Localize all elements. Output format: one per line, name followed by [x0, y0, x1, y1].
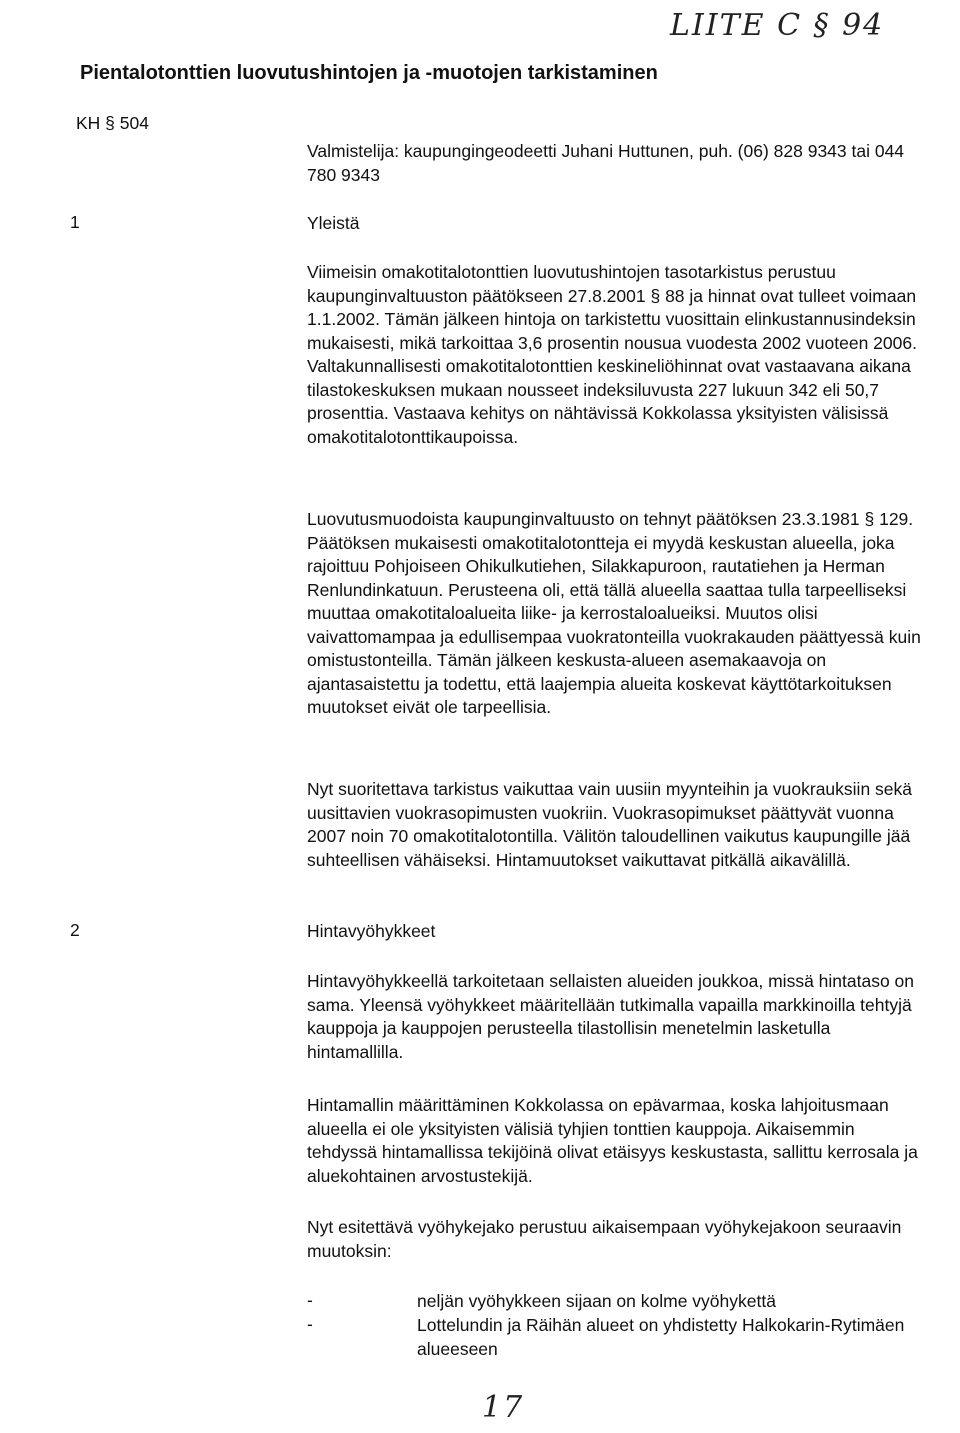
- document-title: Pientalotonttien luovutushintojen ja -muotojen tarkistaminen: [80, 62, 658, 84]
- section-2-number: 2: [70, 920, 80, 940]
- list-bullet: -: [307, 1314, 313, 1334]
- section-1-paragraph: Nyt suoritettava tarkistus vaikuttaa vain uusiin myynteihin ja vuokrauksiin sekä uusittavien vuokrasopimusten vuokriin. Vuokrasopimukset päättyvät vuonna 2007 noin 70 omakotitalotontilla. Välitön taloudellinen vaikutus kaupungille jää suhteellisen vähäiseksi. Hintamuutokset vaikuttavat pitkällä aikavälillä.: [307, 779, 912, 870]
- section-2-paragraph: Hintamallin määrittäminen Kokkolassa on epävarmaa, koska lahjoitusmaan alueella ei ole yksityisten välisiä tyhjien tonttien kauppoja. Aikaisemmin tehdyssä hintamallissa tekijöinä olivat etäisyys keskustasta, sallittu kerrosala ja aluekohtainen arvostustekijä.: [307, 1095, 918, 1186]
- section-reference: KH § 504: [76, 113, 149, 133]
- section-1-paragraph: Luovutusmuodoista kaupunginvaltuusto on tehnyt päätöksen 23.3.1981 § 129. Päätöksen mukaisesti omakotitalotontteja ei myydä keskustan alueella, joka rajoittuu Pohjoiseen Ohikulkutiehen, Silakkapuroon, rautatiehen ja Herman Renlundinkatuun. Perusteena oli, että tällä alueella saattaa tulla tarpeelliseksi muuttaa omakotitaloalueita liike- ja kerrostaloalueiksi. Muutos olisi vaivattomampaa ja edullisempaa vuokratonteilla vuokrakauden päättyessä kuin omistustonteilla. Tämän jälkeen keskusta-alueen asemakaavoja on ajantasaistettu ja todettu, että laajempia alueita koskevat käyttötarkoituksen muutokset eivät ole tarpeellisia.: [307, 509, 921, 717]
- handwritten-annotation: LIITE C § 94: [670, 8, 885, 43]
- list-bullet: -: [307, 1290, 313, 1310]
- section-2-paragraph: Hintavyöhykkeellä tarkoitetaan sellaisten alueiden joukkoa, missä hintataso on sama. Yleensä vyöhykkeet määritellään tutkimalla vapailla markkinoilla tehtyjä kauppoja ja kauppojen perusteella tilastollisin menetelmin lasketulla hintamallilla.: [307, 971, 915, 1062]
- section-2-paragraph: Nyt esitettävä vyöhykejako perustuu aikaisempaan vyöhykejakoon seuraavin muutoksin:: [307, 1217, 902, 1261]
- list-item: Lottelundin ja Räihän alueet on yhdistetty Halkokarin-Rytimäen alueeseen: [417, 1315, 905, 1359]
- list-item: neljän vyöhykkeen sijaan on kolme vyöhykettä: [417, 1291, 776, 1311]
- handwritten-page-number: 17: [482, 1390, 525, 1425]
- section-2-heading: Hintavyöhykkeet: [307, 921, 436, 941]
- section-1-heading: Yleistä: [307, 213, 360, 233]
- section-1-paragraph: Viimeisin omakotitalotonttien luovutushintojen tasotarkistus perustuu kaupunginvaltuuston päätökseen 27.8.2001 § 88 ja hinnat ovat tulleet voimaan 1.1.2002. Tämän jälkeen hintoja on tarkistettu vuosittain elinkustannusindeksin mukaisesti, mikä tarkoittaa 3,6 prosentin nousua vuodesta 2002 vuoteen 2006. Valtakunnallisesti omakotitalotonttien keskineliöhinnat ovat vastaavana aikana tilastokeskuksen mukaan nousseet indeksiluvusta 227 lukuun 342 eli 50,7 prosenttia. Vastaava kehitys on nähtävissä Kokkolassa yksityisten välisissä omakotitalotonttikaupoissa.: [307, 262, 917, 447]
- section-1-number: 1: [70, 212, 80, 232]
- preparer-info: Valmistelija: kaupungingeodeetti Juhani Huttunen, puh. (06) 828 9343 tai 044 780 9343: [307, 141, 905, 185]
